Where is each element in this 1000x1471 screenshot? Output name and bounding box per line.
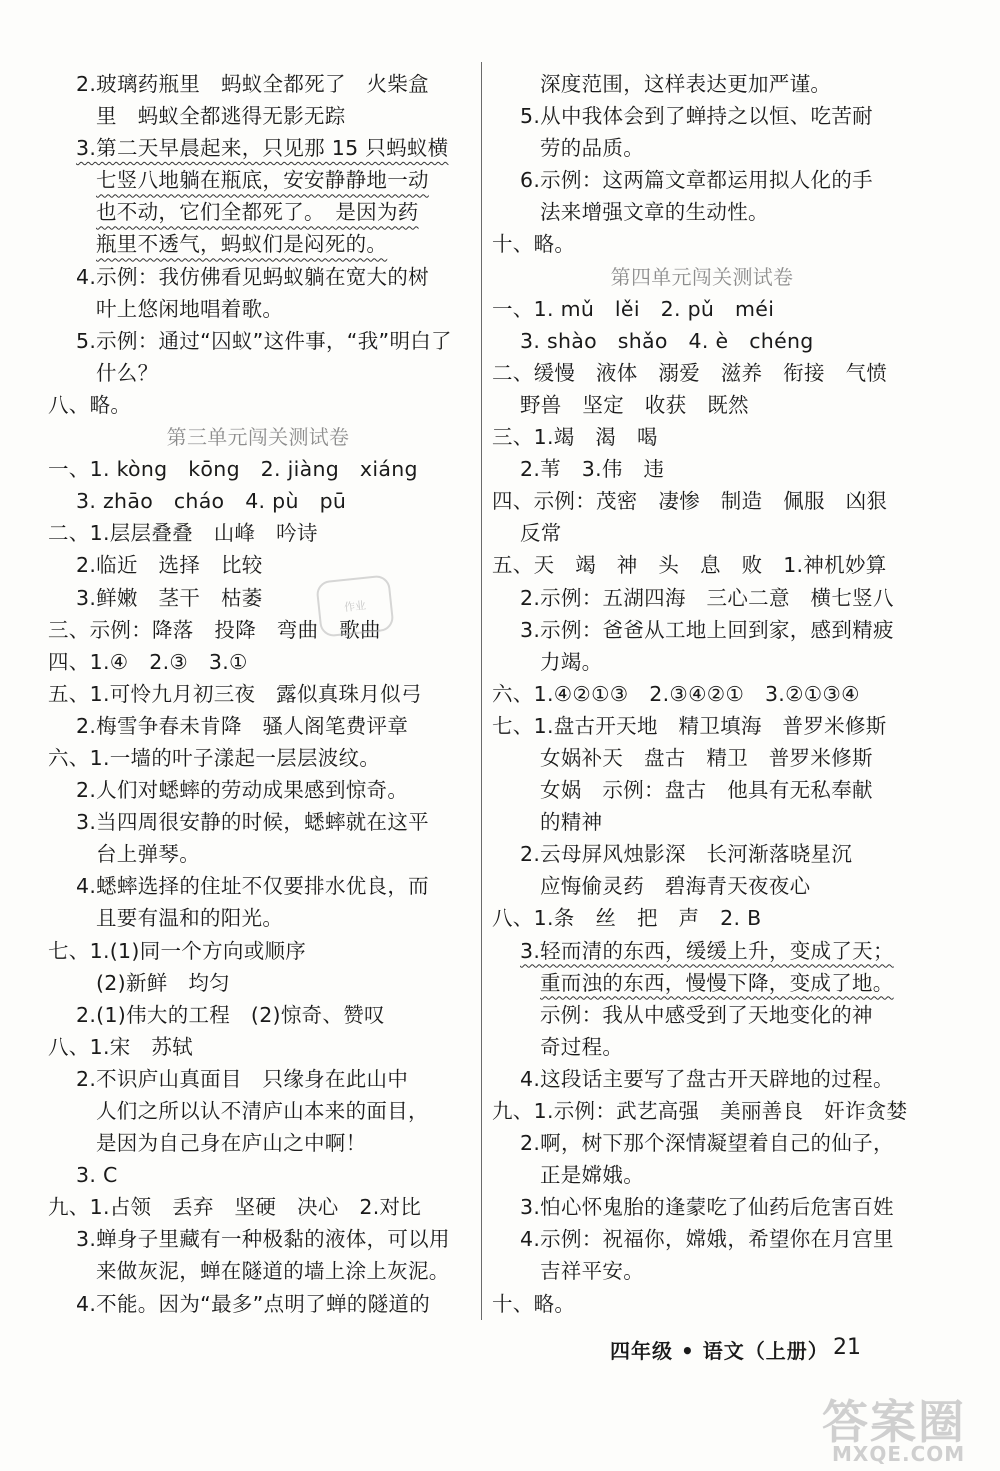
answer-text: 什么？ xyxy=(96,360,159,385)
answer-line xyxy=(492,838,912,870)
answer-text: 野兽 坚定 收获 既然 xyxy=(520,392,749,417)
answer-text: 九、1.占领 丢弃 坚硬 决心 2.对比 xyxy=(48,1195,422,1220)
answer-text: 也不动，它们全都死了。 是因为药 xyxy=(96,200,419,225)
answer-text: 4.蟋蟀选择的住址不仅要排水优良，而 xyxy=(76,874,429,899)
answer-line xyxy=(492,228,912,260)
answer-line xyxy=(48,132,468,164)
answer-line xyxy=(48,902,468,934)
answer-text: 劳的品质。 xyxy=(540,136,644,161)
answer-line xyxy=(492,646,912,678)
answer-line xyxy=(48,549,468,581)
answer-text: 第四单元闯关测试卷 xyxy=(610,264,794,289)
answer-line xyxy=(492,935,912,967)
answer-text: 五、天 竭 神 头 息 败 1.神机妙算 xyxy=(492,553,887,578)
answer-text: 三、1.竭 渴 喝 xyxy=(492,425,658,450)
answer-line xyxy=(492,1063,912,1095)
column-divider xyxy=(481,62,482,1320)
answer-text: 2.临近 选择 比较 xyxy=(76,553,263,578)
answer-text: 六、1.④②①③ 2.③④②① 3.②①③④ xyxy=(492,681,860,706)
answer-line xyxy=(492,1031,912,1063)
left-column xyxy=(48,68,468,1320)
answer-line xyxy=(492,325,912,357)
right-column xyxy=(492,68,912,1320)
answer-line xyxy=(48,293,468,325)
answer-text: 七、1.(1)同一个方向或顺序 xyxy=(48,938,307,963)
answer-line xyxy=(48,1127,468,1159)
answer-text: 5.示例：通过“囚蚁”这件事，“我”明白了 xyxy=(76,328,452,353)
answer-line xyxy=(492,999,912,1031)
answer-line xyxy=(492,1095,912,1127)
answer-line xyxy=(48,357,468,389)
footer-subject-label: 四年级 • 语文（上册） xyxy=(610,1339,829,1363)
answer-text: 八、1.条 丝 把 声 2. B xyxy=(492,906,762,931)
answer-text: 七竖八地躺在瓶底，安安静静地一动 xyxy=(96,168,429,193)
answer-line xyxy=(48,1159,468,1191)
answer-text: 应悔偷灵药 碧海青天夜夜心 xyxy=(540,874,811,899)
answer-text: 2.梅雪争春未肯降 骚人阁笔费评章 xyxy=(76,713,409,738)
answer-line xyxy=(48,100,468,132)
answer-text: 瓶里不透气，蚂蚁们是闷死的。 xyxy=(96,232,388,257)
answer-line xyxy=(492,517,912,549)
answer-text: 深度范围，这样表达更加严谨。 xyxy=(540,72,832,96)
answer-line xyxy=(492,710,912,742)
answer-text: (2)新鲜 均匀 xyxy=(96,970,230,995)
answer-line xyxy=(48,870,468,902)
answer-text: 5.从中我体会到了蝉持之以恒、吃苦耐 xyxy=(520,104,873,129)
answer-line xyxy=(48,228,468,260)
answer-text: 吉祥平安。 xyxy=(540,1259,644,1284)
answer-text: 女娲 示例：盘古 他具有无私奉献 xyxy=(540,778,873,803)
section-heading xyxy=(492,261,912,293)
answer-line xyxy=(48,774,468,806)
answer-text: 一、1. mǔ lěi 2. pǔ méi xyxy=(492,296,775,321)
answer-line xyxy=(492,1288,912,1320)
answer-line xyxy=(48,935,468,967)
answer-line xyxy=(492,806,912,838)
answer-line xyxy=(48,806,468,838)
answer-line xyxy=(48,838,468,870)
answer-text: 里 蚂蚁全都逃得无影无踪 xyxy=(96,104,346,129)
answer-text: 六、1.一墙的叶子漾起一层层波纹。 xyxy=(48,745,381,770)
answer-text: 3.怕心怀鬼胎的逢蒙吃了仙药后危害百姓 xyxy=(520,1195,894,1220)
answer-line xyxy=(48,1255,468,1287)
answer-line xyxy=(492,614,912,646)
answer-text: 女娲补天 盘古 精卫 普罗米修斯 xyxy=(540,745,873,770)
watermark-logo-text: 答案圈 xyxy=(822,1395,966,1449)
answer-line xyxy=(492,1191,912,1223)
answer-text: 重而浊的东西，慢慢下降，变成了地。 xyxy=(540,970,894,995)
answer-text: 2.苇 3.伟 违 xyxy=(520,457,665,482)
answer-text: 反常 xyxy=(520,521,562,546)
answer-text: 是因为自己身在庐山之中啊！ xyxy=(96,1131,367,1156)
answer-line xyxy=(492,68,912,100)
answer-text: 来做灰泥，蝉在隧道的墙上涂上灰泥。 xyxy=(96,1259,450,1284)
answer-line xyxy=(48,967,468,999)
answer-text: 3. shào shǎo 4. è chéng xyxy=(520,328,814,353)
answer-line xyxy=(492,1127,912,1159)
answer-line xyxy=(492,774,912,806)
page-number: 21 xyxy=(833,1335,861,1360)
answer-line xyxy=(48,485,468,517)
answer-text: 二、缓慢 液体 溺爱 滋养 衔接 气愤 xyxy=(492,360,888,385)
answer-line xyxy=(48,1031,468,1063)
answer-text: 2.不识庐山真面目 只缘身在此山中 xyxy=(76,1066,409,1091)
answer-text: 七、1.盘古开天地 精卫填海 普罗米修斯 xyxy=(492,713,887,738)
answer-line xyxy=(492,902,912,934)
answer-line xyxy=(492,357,912,389)
answer-line xyxy=(48,1095,468,1127)
answer-text: 4.示例：我仿佛看见蚂蚁躺在宽大的树 xyxy=(76,264,429,289)
answer-text: 的精神 xyxy=(540,810,603,835)
answer-line xyxy=(492,164,912,196)
answer-line xyxy=(48,1063,468,1095)
answer-text: 6.示例：这两篇文章都运用拟人化的手 xyxy=(520,168,873,193)
answer-text: 三、示例：降落 投降 弯曲 歌曲 xyxy=(48,617,381,642)
answer-text: 4.示例：祝福你，嫦娥，希望你在月宫里 xyxy=(520,1227,894,1252)
answer-text: 四、示例：茂密 凄惨 制造 佩服 凶狠 xyxy=(492,489,888,514)
answer-text: 法来增强文章的生动性。 xyxy=(540,200,769,225)
answer-text: 3. C xyxy=(76,1163,118,1188)
answer-line xyxy=(48,1191,468,1223)
answer-line xyxy=(492,742,912,774)
answer-text: 4.这段话主要写了盘古开天辟地的过程。 xyxy=(520,1066,894,1091)
answer-line xyxy=(48,710,468,742)
answer-line xyxy=(492,485,912,517)
answer-line xyxy=(48,678,468,710)
answer-line xyxy=(48,517,468,549)
answer-text: 3.示例：爸爸从工地上回到家，感到精疲 xyxy=(520,617,894,642)
answer-text: 3.鲜嫩 茎干 枯萎 xyxy=(76,585,263,610)
answer-line xyxy=(492,870,912,902)
answer-text: 2.啊，树下那个深情凝望着自己的仙子， xyxy=(520,1131,894,1156)
answer-line xyxy=(48,261,468,293)
watermark-url-text: MXQE.COM xyxy=(832,1442,966,1466)
answer-line xyxy=(492,196,912,228)
answer-text: 二、1.层层叠叠 山峰 吟诗 xyxy=(48,521,318,546)
answer-line xyxy=(492,389,912,421)
answer-line xyxy=(48,196,468,228)
answer-text: 十、略。 xyxy=(492,1291,576,1316)
answer-line xyxy=(48,389,468,421)
answer-text: 2.(1)伟大的工程 (2)惊奇、赞叹 xyxy=(76,1002,385,1027)
answer-line xyxy=(492,582,912,614)
answer-line xyxy=(492,132,912,164)
answer-text: 2.玻璃药瓶里 蚂蚁全都死了 火柴盒 xyxy=(76,72,429,96)
answer-line xyxy=(48,68,468,100)
answer-line xyxy=(492,293,912,325)
answer-line xyxy=(48,1223,468,1255)
answer-text: 叶上悠闲地唱着歌。 xyxy=(96,296,284,321)
answer-line xyxy=(492,421,912,453)
site-watermark xyxy=(792,1386,992,1466)
answer-line xyxy=(492,1255,912,1287)
answer-line xyxy=(48,325,468,357)
answer-line xyxy=(48,1288,468,1320)
answer-text: 2.人们对蟋蟀的劳动成果感到惊奇。 xyxy=(76,778,409,803)
answer-text: 2.示例：五湖四海 三心二意 横七竖八 xyxy=(520,585,894,610)
answer-text: 正是嫦娥。 xyxy=(540,1163,644,1188)
answer-line xyxy=(492,967,912,999)
answer-text: 2.云母屏风烛影深 长河渐落晓星沉 xyxy=(520,842,853,867)
answer-text: 四、1.④ 2.③ 3.① xyxy=(48,649,248,674)
answer-text: 第三单元闯关测试卷 xyxy=(166,425,350,450)
answer-text: 力竭。 xyxy=(540,649,603,674)
answer-text: 台上弹琴。 xyxy=(96,842,200,867)
answer-text: 3.蝉身子里藏有一种极黏的液体，可以用 xyxy=(76,1227,450,1252)
answer-text: 十、略。 xyxy=(492,232,576,257)
answer-text: 3.第二天早晨起来，只见那 15 只蚂蚁横 xyxy=(76,136,449,161)
answer-text: 奇过程。 xyxy=(540,1034,624,1059)
answer-line xyxy=(48,582,468,614)
homework-stamp-icon: 作业 xyxy=(315,574,394,637)
answer-line xyxy=(492,100,912,132)
answer-text: 八、1.宋 苏轼 xyxy=(48,1034,193,1059)
answer-line xyxy=(492,549,912,581)
answer-text: 且要有温和的阳光。 xyxy=(96,906,284,931)
answer-text: 示例：我从中感受到了天地变化的神 xyxy=(540,1002,873,1027)
answer-line xyxy=(48,742,468,774)
answer-text: 人们之所以认不清庐山本来的面目， xyxy=(96,1099,429,1123)
answer-text: 九、1.示例：武艺高强 美丽善良 奸诈贪婪 xyxy=(492,1099,908,1123)
answer-text: 4.不能。因为“最多”点明了蝉的隧道的 xyxy=(76,1291,430,1316)
answer-line xyxy=(492,1159,912,1191)
answer-line xyxy=(48,453,468,485)
answer-line xyxy=(48,999,468,1031)
answer-line xyxy=(48,164,468,196)
answer-text: 3.当四周很安静的时候，蟋蟀就在这平 xyxy=(76,810,429,835)
answer-line xyxy=(492,1223,912,1255)
answer-text: 八、略。 xyxy=(48,392,132,417)
section-heading xyxy=(48,421,468,453)
answer-line xyxy=(492,678,912,710)
answer-text: 一、1. kòng kōng 2. jiàng xiáng xyxy=(48,457,418,482)
answer-line xyxy=(48,646,468,678)
answer-text: 五、1.可怜九月初三夜 露似真珠月似弓 xyxy=(48,681,422,706)
answer-line xyxy=(48,614,468,646)
answer-text: 3. zhāo cháo 4. pù pū xyxy=(76,489,347,514)
answer-line xyxy=(492,453,912,485)
answer-text: 3.轻而清的东西，缓缓上升，变成了天； xyxy=(520,938,894,963)
